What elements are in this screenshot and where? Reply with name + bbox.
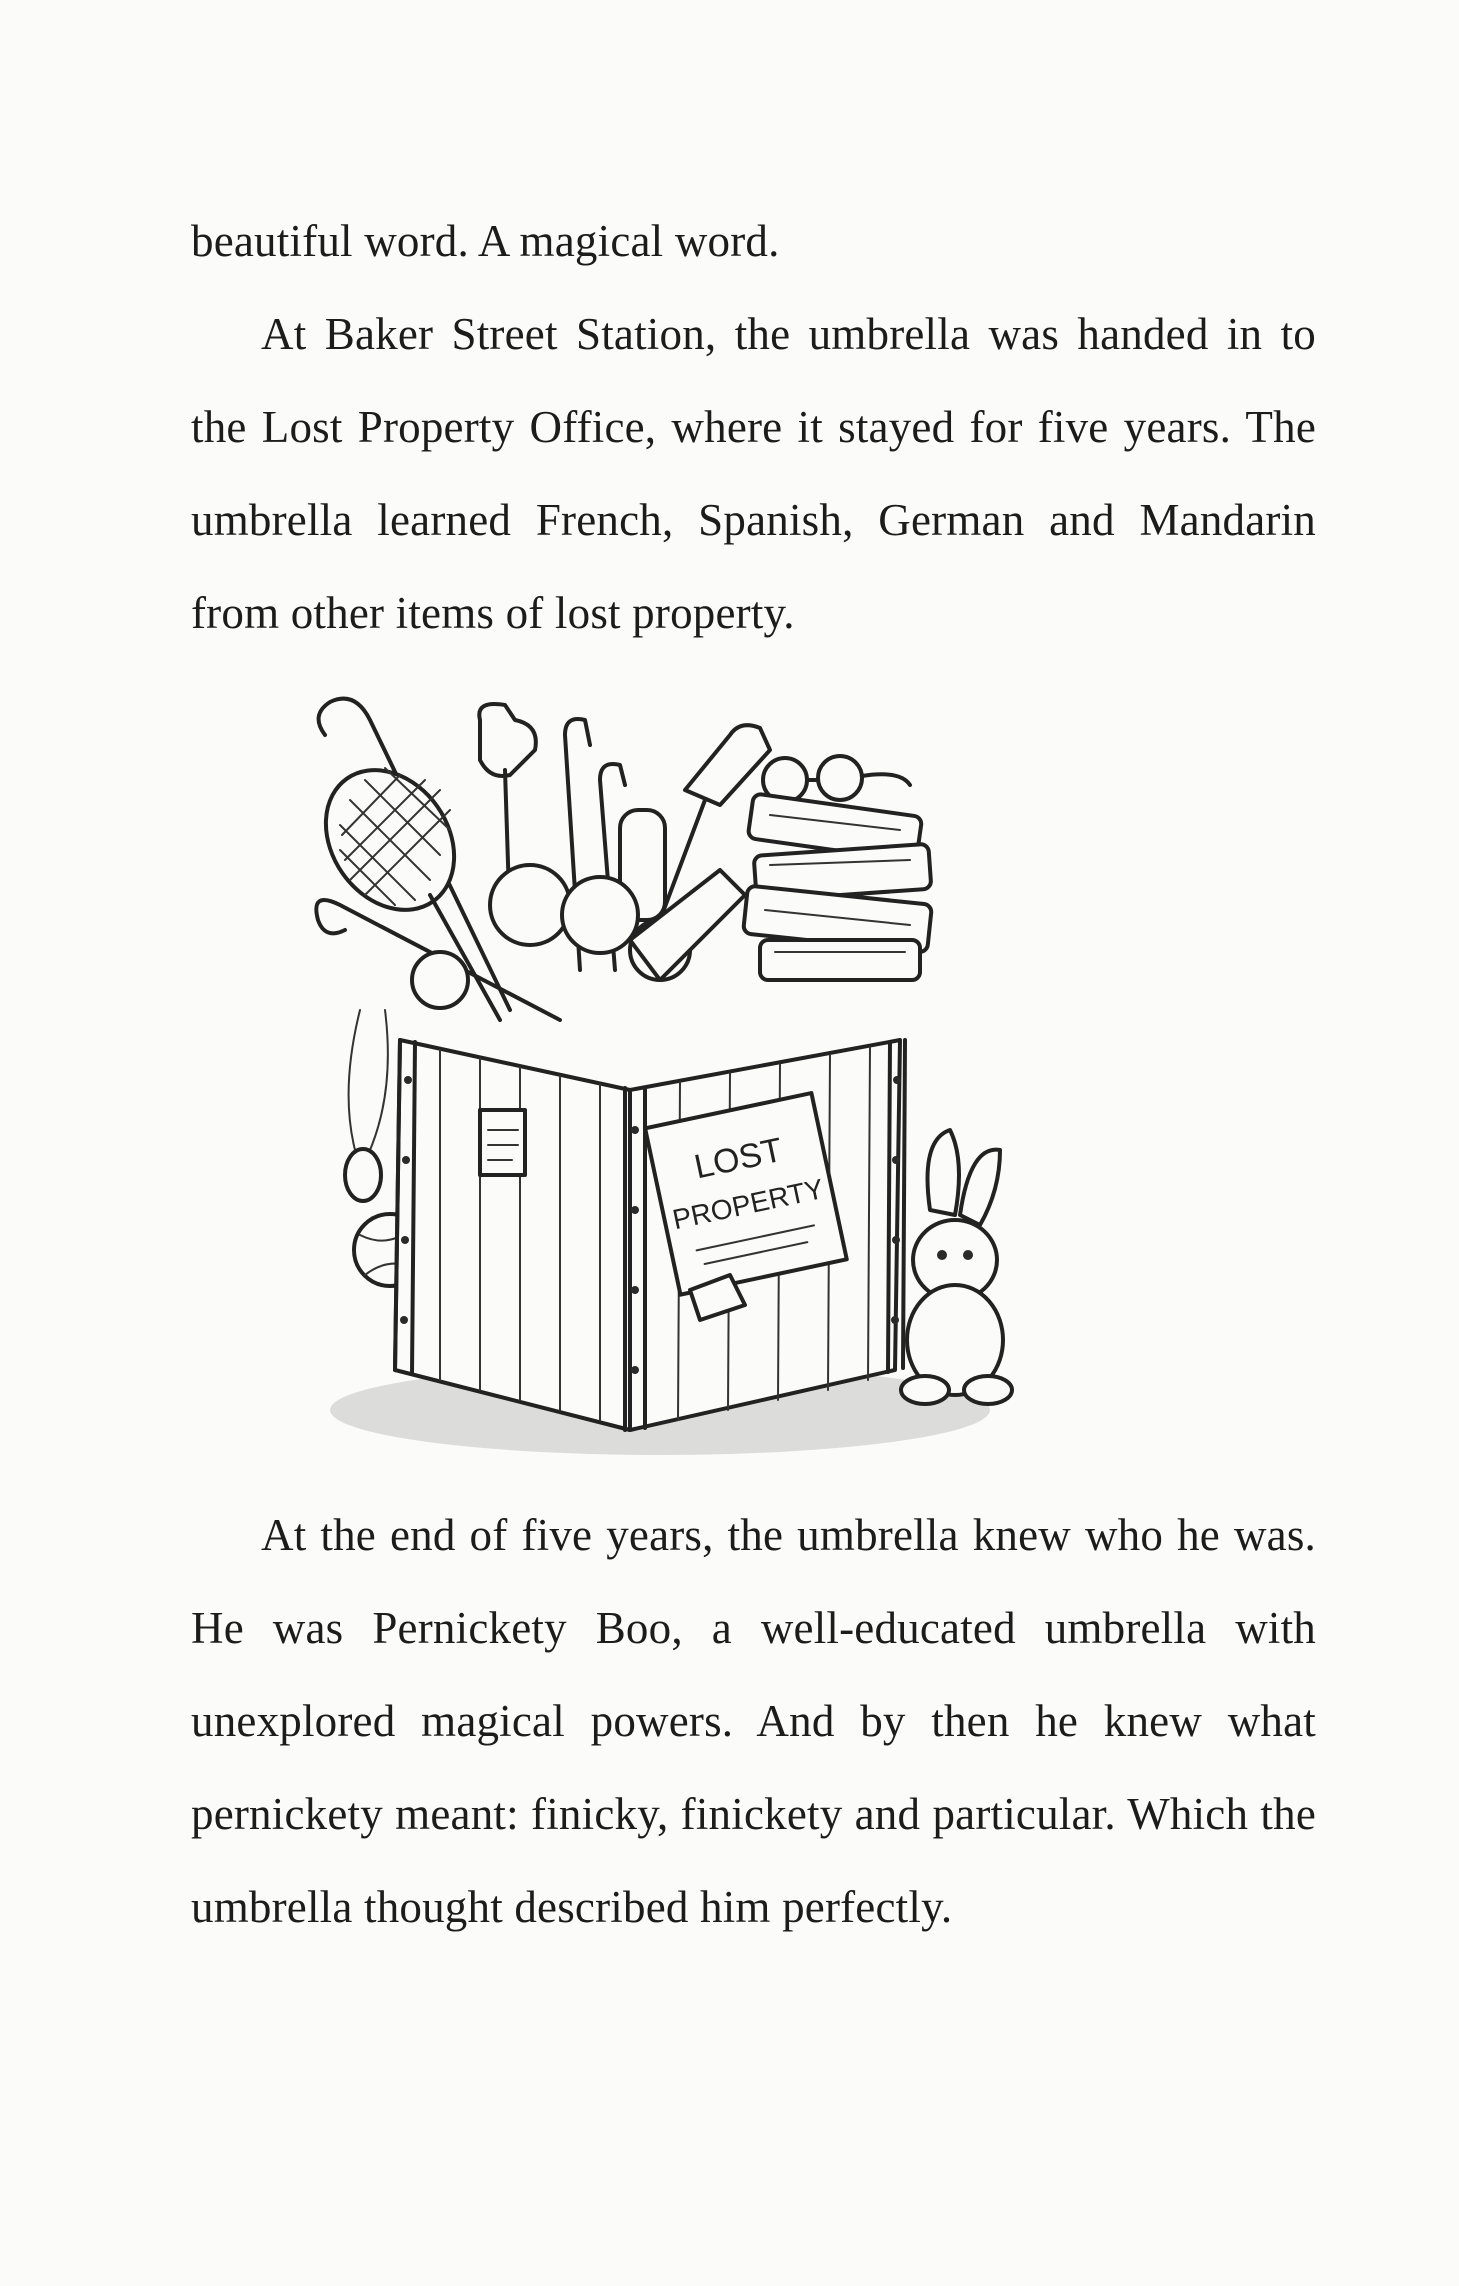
text-block-top [191,195,1316,660]
sign-line-lost: LOST [691,1130,786,1187]
lost-property-box-illustration [300,690,1160,1480]
sign-line-property: PROPERTY [669,1173,827,1236]
paragraph: At Baker Street Station, the umbrella was handed in to the Lost Property Office, where it stayed for five years. The umbrella learned French, Spanish, German and Mandarin from other items of lost property. [191,309,1316,638]
paragraph: At the end of five years, the umbrella knew who he was. He was Pernickety Boo, a well-educated umbrella with unexplored magical powers. And by then he knew what pernickety meant: finicky, finickety and particular. Which the umbrella thought described him perfectly. [191,1510,1316,1932]
text-block-bottom [191,1489,1316,1954]
paragraph-continuation: beautiful word. A magical word. [191,216,780,266]
